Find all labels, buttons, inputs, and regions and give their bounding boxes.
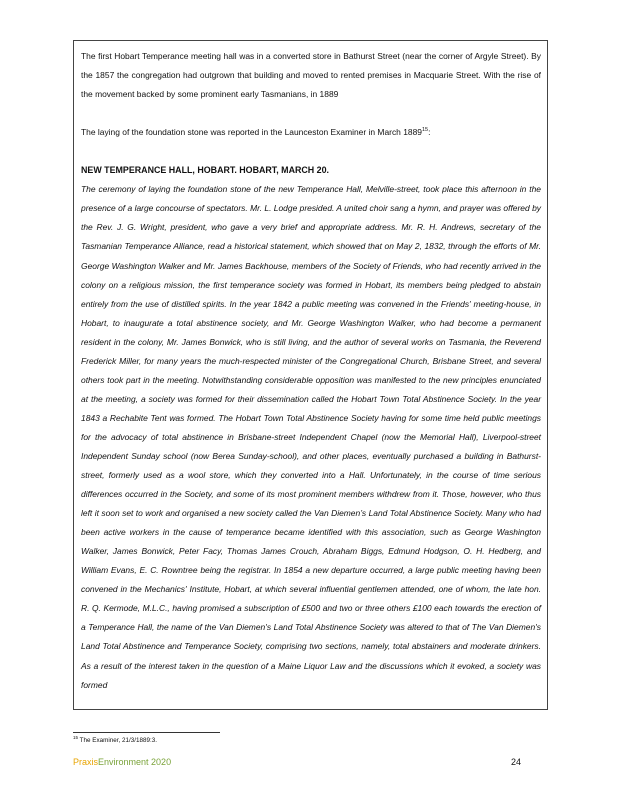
article-heading: NEW TEMPERANCE HALL, HOBART. HOBART, MARCH 20. [81,165,330,176]
footnote-number: 15 [73,735,79,740]
foundation-text: The laying of the foundation stone was reported in the Launceston Examiner in March 1889 [81,127,422,138]
brand-year: 2020 [148,757,172,767]
footnote-text: The Examiner, 21/3/1889:3. [78,737,158,744]
quoted-article: The ceremony of laying the foundation stone of the new Temperance Hall, Melville-street, took place this afternoon in the presence of a large concourse of spectators. Mr. L. Lodge presided. A united choir sang a hymn, and prayer was offered by the Rev. J. G. Wright, president, who gave a very brief and appropriate address. Mr. R. H. Andrews, secretary of the Tasmanian Temperance Alliance, read a historical statement, which showed that on May 2, 1832, through the efforts of Mr. George Washington Walker and Mr. James Backhouse, members of the Society of Friends, who had recently arrived in the colony on a religious mission, the first temperance society was formed in Hobart, its members being pledged to abstain entirely from the use of distilled spirits. In the year 1842 a public meeting was convened in the Friends' meeting-house, in Hobart, to inaugurate a total abstinence society, and Mr. George Washington Walker, who had become a permanent resident in the colony, Mr. James Bonwick, who is still living, and the author of several works on Tasmania, the Reverend Frederick Miller, for many years the much-respected minister of the Congregational Church, Brisbane Street, and several others took part in the meeting. Notwithstanding considerable opposition was manifested to the new principles enunciated at the meeting, a society was formed for their dissemination called the Hobart Town Total Abstinence Society. In the year 1843 a Rechabite Tent was formed. The Hobart Town Total Abstinence Society having for some time held public meetings for the advocacy of total abstinence in Brisbane-street Independent Chapel (now the Memorial Hall), Liverpool-street Independent Sunday school (now Berea Sunday-school), and other places, eventually purchased a building in Bathurst-street, formerly used as a wool store, which they converted into a Hall. Unfortunately, in the course of time serious differences occurred in the Society, and some of its most prominent members withdrew from it. Those, however, who thus left it soon set to work and organised a new society called the Van Diemen’s Land Total Abstinence Society. Many who had been active workers in the cause of temperance became identified with this association, such as George Washington Walker, James Bonwick, Peter Facy, Thomas James Crouch, Abraham Biggs, Edmund Hodgson, O. H. Hedberg, and William Evans, E. C. Rowntree being the registrar. In 1854 a new departure occurred, a large public meeting having been convened in the Mechanics' Institute, Hobart, at which several influential gentlemen attended, one of whom, the late hon. R. Q. Kermode, M.L.C., having promised a subscription of £500 and two or three others £100 each towards the erection of a Temperance Hall, the name of the Van Diemen's Land Total Abstinence Society was altered to that of The Van Diemen's Land Total Abstinence and Temperance Society, comprising two sections, namely, total abstainers and moderate drinkers. As a result of the interest taken in the question of a Maine Liquor Law and the discussions which it evoked, a society was formed [81,184,541,690]
spacer [81,142,541,161]
foundation-colon: : [428,127,431,138]
footnote [73,737,157,744]
brand-praxis: Praxis [73,757,99,767]
spacer [81,104,541,123]
foundation-paragraph [81,123,541,142]
content-box [73,40,548,710]
page-number: 24 [511,757,522,767]
intro-paragraph: The first Hobart Temperance meeting hall was in a converted store in Bathurst Street (near the corner of Argyle Street). By the 1857 the congregation had outgrown that building and moved to rented premises in Macquarie Street. With the rise of the movement backed by some prominent early Tasmanians, in 1889 [81,51,541,100]
footnote-ref[interactable]: 15 [422,127,429,134]
footer-brand [73,757,171,767]
brand-environment: Environment [98,757,149,767]
footnote-divider [73,732,220,733]
